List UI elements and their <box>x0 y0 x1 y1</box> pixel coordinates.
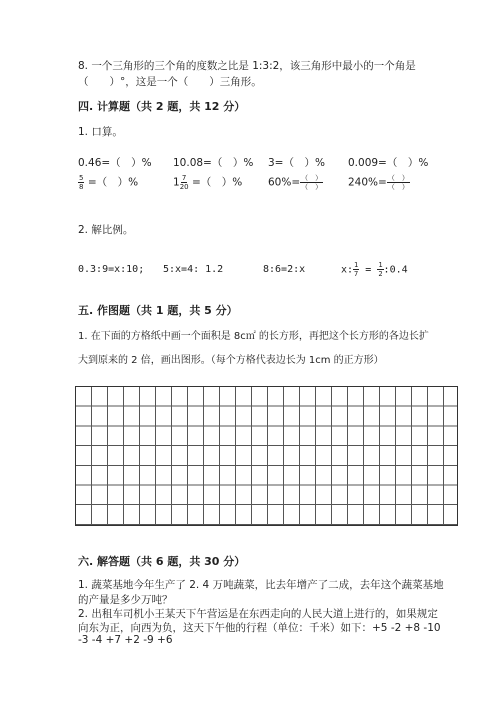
q8-line1: 8. 一个三角形的三个角的度数之比是 1:3:2，该三角形中最小的一个角是 <box>78 60 416 72</box>
section5-line1: 1. 在下面的方格纸中画一个面积是 8c㎡ 的长方形，再把这个长方形的各边长扩 <box>78 331 429 342</box>
oral-item-8: 240%= $\frac{( )}{( )}$ <box>348 174 409 191</box>
ratio-item-4: x: $\frac{1}{7}$ = $\frac{1}{2}$ :0.4 <box>341 261 408 278</box>
ratio-item-2: 5:x=4: 1.2 <box>163 264 224 275</box>
section5-title: 五. 作图题（共 1 题，共 5 分） <box>78 304 238 317</box>
square-grid-paper <box>75 386 458 526</box>
section5-line2: 大到原来的 2 倍，画出图形。（每个方格代表边长为 1cm 的正方形） <box>78 355 384 366</box>
section6-q2-line3: -3 -4 +7 +2 -9 +6 <box>78 634 173 646</box>
oral-item-1: 0.46=（ ）% <box>78 157 152 169</box>
section6-q1-line2: 的产量是多少万吨？ <box>78 594 173 606</box>
ratio-item-3: 8:6=2:x <box>263 264 306 275</box>
oral-item-3: 3=（ ）% <box>268 157 325 169</box>
fraction: $\frac{( )}{( )}$ <box>301 174 323 191</box>
fraction: $\frac{1}{7}$ <box>354 261 359 278</box>
q8-line2: （ ）°，这是一个（ ）三角形。 <box>78 76 262 88</box>
oral-calc-label: 1. 口算。 <box>78 126 123 138</box>
oral-item-4: 0.009=（ ）% <box>348 157 429 169</box>
fraction: $\frac{1}{2}$ <box>378 261 383 278</box>
fraction: $\frac{( )}{( )}$ <box>387 174 409 191</box>
oral-item-2: 10.08=（ ）% <box>173 157 254 169</box>
oral-calc-row1 <box>78 155 458 170</box>
oral-item-5: $\frac{5}{8}$ =（ ）% <box>79 174 139 191</box>
section6-title: 六. 解答题（共 6 题，共 30 分） <box>78 555 246 568</box>
section6-q1-line1: 1. 蔬菜基地今年生产了 2. 4 万吨蔬菜，比去年增产了二成，去年这个蔬菜基地 <box>78 579 444 591</box>
section4-title: 四. 计算题（共 2 题，共 12 分） <box>78 100 246 113</box>
section6-q2-line2: 向东为正，向西为负，这天下午他的行程（单位：千米）如下：+5 -2 +8 -10 <box>78 622 441 634</box>
oral-calc-row2 <box>78 174 458 191</box>
fraction: $\frac{5}{8}$ <box>79 174 84 191</box>
ratio-row <box>78 261 458 278</box>
fraction: $\frac{7}{20}$ <box>179 174 189 191</box>
section6-q2-line1: 2. 出租车司机小王某天下午营运是在东西走向的人民大道上进行的，如果规定 <box>78 608 438 620</box>
oral-item-6: 1 $\frac{7}{20}$ =（ ）% <box>173 174 243 191</box>
ratio-item-1: 0.3:9=x:10; <box>78 264 145 275</box>
ratio-label: 2. 解比例。 <box>78 224 134 236</box>
oral-item-7: 60%= $\frac{( )}{( )}$ <box>268 174 323 191</box>
